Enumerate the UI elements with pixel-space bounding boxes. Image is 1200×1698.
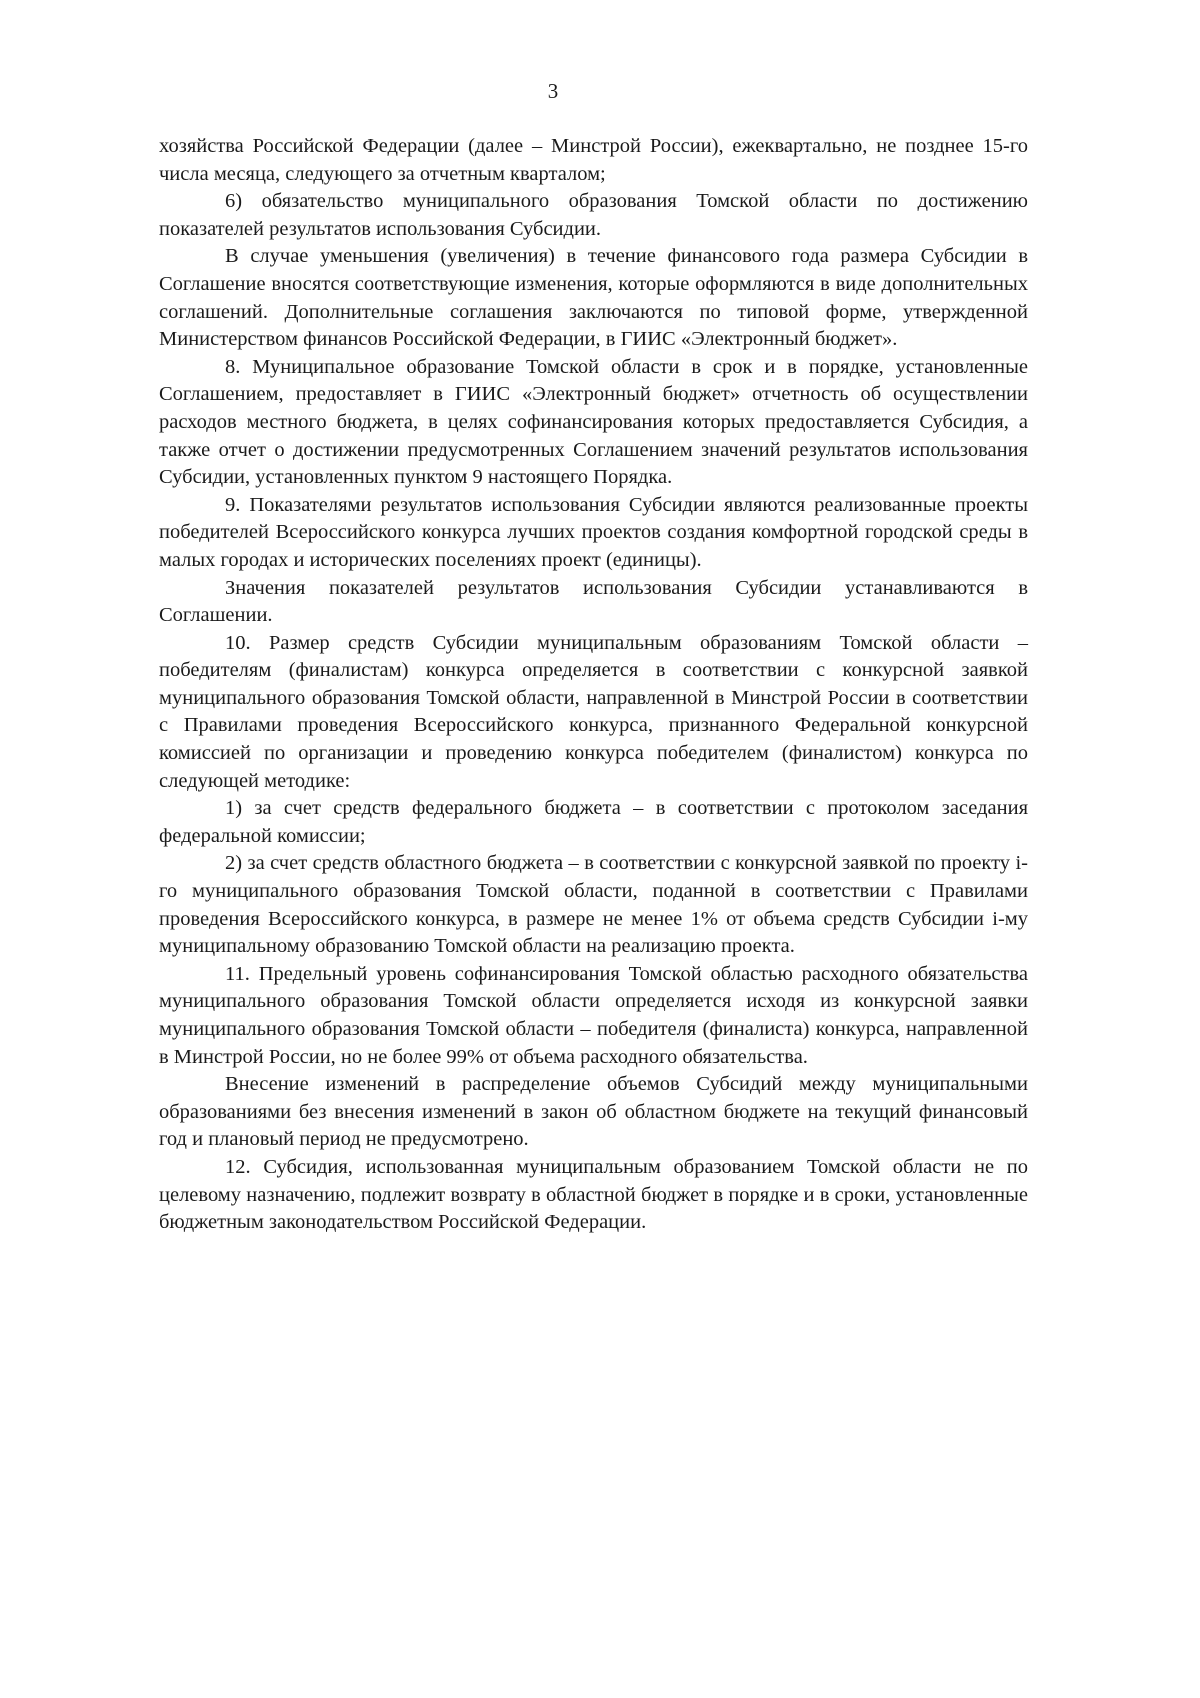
paragraph-item-6: 6) обязательство муниципального образования Томской области по достижению показателей результатов использования Субсидии. [159,190,1028,240]
paragraph-clause-8: 8. Муниципальное образование Томской области в срок и в порядке, установленные Соглашением, предоставляет в ГИИС «Электронный бюджет» отчетность об осуществлении расходов местного бюджета, в целях софинансирования которых предоставляется Субсидия, а также отчет о достижении предусмотренных Соглашением значений результатов использования Субсидии, установленных пунктом 9 настоящего Порядка. [159,355,1028,489]
document-body [159,133,1028,1237]
paragraph-indicator-values: Значения показателей результатов использования Субсидии устанавливаются в Соглашении. [159,576,1028,627]
paragraph-clause-10: 10. Размер средств Субсидии муниципальным образованиям Томской области – победителям (финалистам) конкурса определяется в соответствии с конкурсной заявкой муниципального образования Томской области, направленной в Минстрой России в соответствии с Правилами проведения Всероссийского конкурса, признанного Федеральной конкурсной комиссией по организации и проведению конкурса победителем (финалистом) конкурса по следующей методике: [159,631,1028,792]
paragraph-clause-12: 12. Субсидия, использованная муниципальным образованием Томской области не по целевому назначению, подлежит возврату в областной бюджет в порядке и в сроки, установленные бюджетным законодательством Российской Федерации. [159,1155,1028,1234]
paragraph-clause-9: 9. Показателями результатов использования Субсидии являются реализованные проекты победителей Всероссийского конкурса лучших проектов создания комфортной городской среды в малых городах и исторических поселениях проект (единицы). [159,493,1028,571]
page-number: 3 [547,79,559,103]
paragraph-distribution-changes: Внесение изменений в распределение объемов Субсидий между муниципальными образованиями без внесения изменений в закон об областном бюджете на текущий финансовый год и плановый период не предусмотрено. [159,1073,1028,1151]
paragraph-method-item-1: 1) за счет средств федерального бюджета – в соответствии с протоколом заседания федеральной комиссии; [159,797,1028,847]
paragraph-continuation: хозяйства Российской Федерации (далее – Минстрой России), ежеквартально, не позднее 15-го числа месяца, следующего за отчетным кварталом; [159,135,1028,185]
paragraph-subsidy-change: В случае уменьшения (увеличения) в течение финансового года размера Субсидии в Соглашение вносятся соответствующие изменения, которые оформляются в виде дополнительных соглашений. Дополнительные соглашения заключаются по типовой форме, утвержденной Министерством финансов Российской Федерации, в ГИИС «Электронный бюджет». [159,245,1028,351]
paragraph-clause-11: 11. Предельный уровень софинансирования Томской областью расходного обязательства муниципального образования Томской области определяется исходя из конкурсной заявки муниципального образования Томской области – победителя (финалиста) конкурса, направленной в Минстрой России, но не более 99% от объема расходного обязательства. [159,962,1028,1068]
paragraph-method-item-2: 2) за счет средств областного бюджета – в соответствии с конкурсной заявкой по проекту i-го муниципального образования Томской области, поданной в соответствии с Правилами проведения Всероссийского конкурса, в размере не менее 1% от объема средств Субсидии i-му муниципальному образованию Томской области на реализацию проекта. [159,852,1028,958]
